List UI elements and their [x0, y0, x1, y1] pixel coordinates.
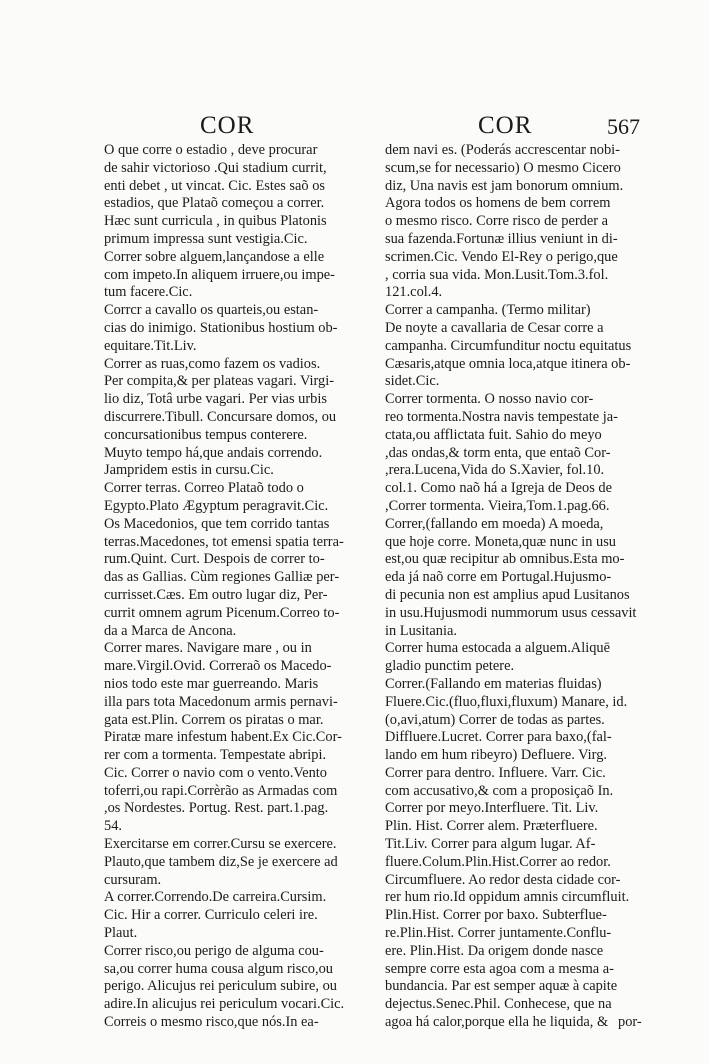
text-line: O que corre o estadio , deve procurar [104, 142, 318, 158]
page-number: 567 [607, 114, 640, 139]
text-line: Correis o mesmo risco,que nós.In ea- [104, 1014, 319, 1031]
text-line: Correr.(Fallando em materias fluidas) [385, 675, 602, 692]
text-line: Correr por meyo.Interfluere. Tit. Liv. [385, 800, 599, 817]
text-line: Muyto tempo há,que andais correndo. [104, 444, 323, 461]
text-line: estadios, que Plataõ começou a correr. [104, 195, 325, 212]
text-line: o mesmo risco. Corre risco de perder a [385, 213, 608, 230]
text-line: Correr tormenta. O nosso navio cor- [385, 391, 594, 408]
text-line: Plin.Hist. Correr por baxo. Subterflue- [385, 907, 607, 924]
text-line: Correr mares. Navigare mare , ou in [104, 640, 312, 657]
text-line: Fluere.Cic.(fluo,fluxi,fluxum) Manare, id. [385, 693, 628, 710]
text-line: scrimen.Cic. Vendo El-Rey o perigo,que [385, 248, 618, 265]
text-line: sa,ou correr huma cousa algum risco,ou [104, 960, 333, 977]
text-line: illa pars tota Macedonum armis pernavi- [104, 693, 338, 710]
text-line: (o,avi,atum) Correr de todas as partes. [385, 711, 605, 728]
text-line: ,das ondas,& torm enta, que entaõ Cor- [385, 444, 611, 461]
text-line: eda já naõ corre em Portugal.Hujusmo- [385, 569, 612, 586]
left-column [104, 142, 366, 1032]
text-line: de sahir victorioso .Qui stadium currit, [104, 159, 327, 176]
text-line: sidet.Cic. [385, 373, 440, 390]
text-line: enti debet , ut vincat. Cic. Estes saõ os [104, 177, 326, 194]
text-line: 121.col.4. [385, 284, 443, 301]
text-line: currisset.Cæs. Em outro lugar diz, Per- [104, 586, 328, 603]
text-line: Cic. Hir a correr. Curriculo celeri ire. [104, 907, 318, 924]
text-line: reo tormenta.Nostra navis tempestate ja- [385, 408, 618, 425]
text-line: agoa há calor,porque ella he liquida, & [385, 1014, 609, 1031]
text-line: Per compita,& per plateas vagari. Virgi- [104, 373, 334, 390]
text-line: Egypto.Plato Ægyptum peragravit.Cic. [104, 497, 329, 514]
text-line: Correr terras. Correo Plataõ todo o [104, 480, 304, 497]
text-line: Os Macedonios, que tem corrido tantas [104, 515, 330, 532]
running-head-left: COR [200, 112, 255, 139]
text-line: Cæsaris,atque omnia loca,atque itinera ob- [385, 355, 631, 372]
text-line: da a Marca de Ancona. [104, 622, 237, 639]
text-line: rum.Quint. Curt. Despois de correr to- [104, 551, 325, 568]
right-column [385, 142, 647, 1032]
text-line: mare.Virgil.Ovid. Correraõ os Macedo- [104, 658, 332, 675]
text-line: toferri,ou rapi.Corrèrão as Armadas com [104, 782, 338, 799]
text-line: concursationibus tempus conterere. [104, 426, 308, 443]
text-line: lando em hum ribeyro) Defluere. Virg. [385, 747, 607, 764]
text-line: cias do inimigo. Stationibus hostium ob- [104, 319, 338, 336]
text-line: scum,se for necessario) O mesmo Cicero [385, 159, 621, 176]
text-line: rer hum rio.Id oppidum amnis circumfluit. [385, 889, 630, 906]
text-line: terras.Macedones, tot emensi spatia terra- [104, 533, 344, 550]
text-line: das as Gallias. Cùm regiones Galliæ per- [104, 569, 340, 586]
text-line: ,rera.Lucena,Vida do S.Xavier, fol.10. [385, 462, 605, 479]
text-line: Plaut. [104, 925, 138, 942]
text-line: Correr huma estocada a alguem.Aliquē [385, 640, 610, 657]
text-line: dem navi es. (Poderás accrescentar nobi- [385, 142, 620, 158]
catchword: por- [618, 1014, 642, 1030]
text-line: re.Plin.Hist. Correr juntamente.Conflu- [385, 925, 612, 942]
text-line: nios todo este mar guerreando. Maris [104, 675, 319, 692]
text-line: Cic. Correr o navio com o vento.Vento [104, 764, 328, 781]
text-line: , corria sua vida. Mon.Lusit.Tom.3.fol. [385, 266, 609, 283]
text-line: com impeto.In aliquem irruere,ou impe- [104, 266, 335, 283]
text-line: equitare.Tit.Liv. [104, 337, 197, 354]
text-line: Correr sobre alguem,lançandose a elle [104, 248, 325, 265]
text-line: rer com a tormenta. Tempestate abripi. [104, 747, 327, 764]
text-line: Circumfluere. Ao redor desta cidade cor- [385, 871, 621, 888]
text-line: sempre corre esta agoa com a mesma a- [385, 960, 614, 977]
text-line: ,Correr tormenta. Vieira,Tom.1.pag.66. [385, 497, 610, 514]
text-line: 54. [104, 818, 122, 835]
text-line: est,ou quæ recipitur ab omnibus.Esta mo- [385, 551, 625, 568]
text-line: Correr risco,ou perigo de alguma cou- [104, 942, 324, 959]
text-line: Piratæ mare infestum habent.Ex Cic.Cor- [104, 729, 342, 746]
text-line: ere. Plin.Hist. Da origem donde nasce [385, 942, 604, 959]
text-line: tum facere.Cic. [104, 284, 193, 301]
text-line: Plin. Hist. Correr alem. Præterfluere. [385, 818, 598, 835]
text-line: Correr para dentro. Influere. Varr. Cic. [385, 764, 606, 781]
text-line: Diffluere.Lucret. Correr para baxo,(fal- [385, 729, 612, 746]
text-line: col.1. Como naõ há a Igreja de Deos de [385, 480, 612, 497]
text-line: primum impressa sunt vestigia.Cic. [104, 230, 308, 247]
text-line: lio diz, Totâ urbe vagari. Per vias urbis [104, 391, 327, 408]
text-line: Plauto,que tambem diz,Se je exercere ad [104, 853, 338, 870]
text-line: bundancia. Par est semper aquæ à capite [385, 978, 618, 995]
text-line: in usu.Hujusmodi nummorum usus cessavit [385, 604, 637, 621]
text-line: ctata,ou afflictata fuit. Sahio do meyo [385, 426, 602, 443]
text-line: currit omnem agrum Picenum.Correo to- [104, 604, 340, 621]
text-line: com accusativo,& com a proposiçaõ In. [385, 782, 614, 799]
text-line: ,os Nordestes. Portug. Rest. part.1.pag. [104, 800, 329, 817]
text-line: sua fazenda.Fortunæ illius veniunt in di- [385, 230, 618, 247]
text-line: Agora todos os homens de bem correm [385, 195, 611, 212]
text-line: dejectus.Senec.Phil. Conhecese, que na [385, 996, 612, 1013]
text-line: adire.In alicujus rei periculum vocari.Cic. [104, 996, 345, 1013]
text-line: De noyte a cavallaria de Cesar corre a [385, 319, 604, 336]
text-line: Correr as ruas,como fazem os vadios. [104, 355, 321, 372]
text-line: di pecunia non est amplius apud Lusitanos [385, 586, 630, 603]
text-line: diz, Una navis est jam bonorum omnium. [385, 177, 624, 194]
text-line: campanha. Circumfunditur noctu equitatus [385, 337, 632, 354]
text-line: Tit.Liv. Correr para algum lugar. Af- [385, 836, 596, 853]
text-line: in Lusitania. [385, 622, 457, 639]
text-line: Exercitarse em correr.Cursu se exercere. [104, 836, 337, 853]
text-line: fluere.Colum.Plin.Hist.Correr ao redor. [385, 853, 611, 870]
text-line: Jampridem estis in cursu.Cic. [104, 462, 274, 479]
text-line: Corrcr a cavallo os quarteis,ou estan- [104, 302, 319, 319]
text-line: Hæc sunt curricula , in quibus Platonis [104, 213, 327, 230]
text-line: gladio punctim petere. [385, 658, 515, 675]
text-line: perigo. Alicujus rei periculum subire, ou [104, 978, 337, 995]
text-line: Correr,(fallando em moeda) A moeda, [385, 515, 604, 532]
text-line: Correr a campanha. (Termo militar) [385, 302, 591, 319]
text-line: gata est.Plin. Correm os piratas o mar. [104, 711, 324, 728]
text-line: A correr.Correndo.De carreira.Cursim. [104, 889, 327, 906]
running-head-right: COR [478, 112, 533, 139]
text-line: que hoje corre. Moneta,quæ nunc in usu [385, 533, 616, 550]
text-line: cursuram. [104, 871, 162, 888]
text-line: discurrere.Tibull. Concursare domos, ou [104, 408, 337, 425]
